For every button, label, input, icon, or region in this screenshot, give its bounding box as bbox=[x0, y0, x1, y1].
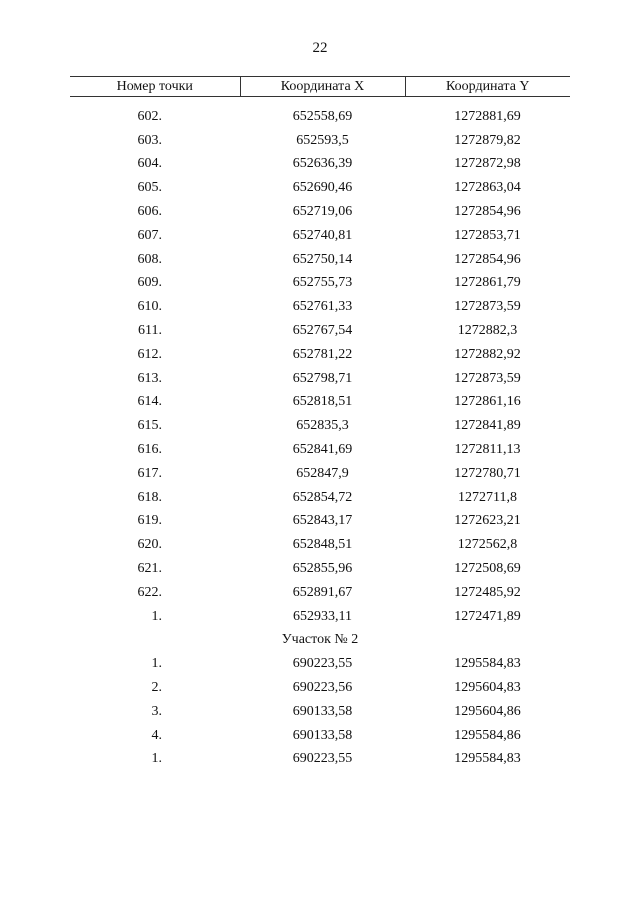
point-number-cell: 2. bbox=[151, 680, 162, 696]
coordinate-y-cell: 1272853,71 bbox=[454, 227, 521, 243]
coordinate-x-cell: 652855,96 bbox=[292, 561, 353, 577]
coordinate-y-cell: 1272882,92 bbox=[454, 346, 521, 362]
point-number-cell: 614. bbox=[137, 394, 162, 410]
coordinate-x-cell: 652636,39 bbox=[292, 156, 353, 172]
point-number-cell: 1. bbox=[151, 751, 162, 767]
coordinate-x-cell: 652841,69 bbox=[292, 442, 353, 458]
coordinate-x-cell: 652767,54 bbox=[292, 323, 353, 339]
point-number-cell: 1. bbox=[151, 608, 162, 624]
coordinate-y-cell: 1272485,92 bbox=[454, 584, 521, 600]
point-number-cell: 607. bbox=[137, 227, 162, 243]
coordinate-x-cell: 652848,51 bbox=[292, 537, 353, 553]
coordinate-y-cell: 1272882,3 bbox=[457, 323, 518, 339]
point-number-cell: 613. bbox=[137, 370, 162, 386]
coordinate-x-cell: 690133,58 bbox=[292, 727, 353, 743]
coordinate-y-cell: 1272873,59 bbox=[454, 370, 521, 386]
coordinate-x-cell: 652781,22 bbox=[292, 346, 353, 362]
coordinate-y-cell: 1272879,82 bbox=[454, 132, 521, 148]
coordinate-y-cell: 1272861,79 bbox=[454, 275, 521, 291]
point-number-cell: 602. bbox=[137, 108, 162, 124]
table-row bbox=[70, 129, 570, 153]
point-number-cell: 619. bbox=[137, 513, 162, 529]
table-row bbox=[70, 462, 570, 486]
table-row bbox=[70, 224, 570, 248]
coordinate-y-cell: 1295584,83 bbox=[454, 656, 521, 672]
table-row bbox=[70, 724, 570, 748]
table-row bbox=[70, 748, 570, 772]
table-row bbox=[70, 605, 570, 629]
table-row bbox=[70, 153, 570, 177]
table-row bbox=[70, 248, 570, 272]
point-number-cell: 615. bbox=[137, 418, 162, 434]
coordinate-y-cell: 1272811,13 bbox=[454, 442, 521, 458]
table-row bbox=[70, 486, 570, 510]
coordinate-x-cell: 652761,33 bbox=[292, 299, 353, 315]
point-number-cell: 609. bbox=[137, 275, 162, 291]
table-row bbox=[70, 700, 570, 724]
coordinate-x-cell: 690133,58 bbox=[292, 703, 353, 719]
coordinate-x-cell: 652835,3 bbox=[296, 418, 349, 434]
coordinate-y-cell: 1295584,86 bbox=[454, 727, 521, 743]
coordinate-x-cell: 652891,67 bbox=[292, 584, 353, 600]
point-number-cell: 608. bbox=[137, 251, 162, 267]
header-coordinate-y: Координата Y bbox=[405, 77, 570, 97]
coordinate-x-cell: 652719,06 bbox=[292, 204, 353, 220]
coordinate-y-cell: 1272623,21 bbox=[454, 513, 521, 529]
coordinate-y-cell: 1272863,04 bbox=[454, 180, 521, 196]
table-body bbox=[70, 97, 570, 772]
table-row bbox=[70, 676, 570, 700]
coordinate-x-cell: 652740,81 bbox=[292, 227, 353, 243]
table-row bbox=[70, 391, 570, 415]
coordinate-x-cell: 652843,17 bbox=[292, 513, 353, 529]
coordinate-y-cell: 1272861,16 bbox=[454, 394, 521, 410]
section-label: Участок № 2 bbox=[281, 632, 359, 648]
coordinate-y-cell: 1272881,69 bbox=[454, 108, 521, 124]
coordinate-y-cell: 1272841,89 bbox=[454, 418, 521, 434]
point-number-cell: 606. bbox=[137, 204, 162, 220]
coordinate-x-cell: 652690,46 bbox=[292, 180, 353, 196]
table-row bbox=[70, 176, 570, 200]
coordinates-table bbox=[70, 76, 570, 771]
point-number-cell: 610. bbox=[137, 299, 162, 315]
header-point-number: Номер точки bbox=[70, 77, 240, 97]
coordinate-y-cell: 1295584,83 bbox=[454, 751, 521, 767]
coordinate-x-cell: 690223,55 bbox=[292, 656, 353, 672]
table-row bbox=[70, 581, 570, 605]
coordinate-y-cell: 1272471,89 bbox=[454, 608, 521, 624]
coordinate-y-cell: 1272562,8 bbox=[457, 537, 518, 553]
table-row bbox=[70, 652, 570, 676]
table-row bbox=[70, 438, 570, 462]
coordinate-x-cell: 652818,51 bbox=[292, 394, 353, 410]
coordinate-x-cell: 690223,56 bbox=[292, 680, 353, 696]
point-number-cell: 3. bbox=[151, 703, 162, 719]
coordinate-y-cell: 1272711,8 bbox=[458, 489, 517, 505]
coordinate-y-cell: 1295604,86 bbox=[454, 703, 521, 719]
section-row bbox=[70, 629, 570, 653]
table-row bbox=[70, 367, 570, 391]
coordinate-x-cell: 652854,72 bbox=[292, 489, 353, 505]
table-row bbox=[70, 343, 570, 367]
table-row bbox=[70, 295, 570, 319]
table-row bbox=[70, 533, 570, 557]
header-coordinate-x: Координата X bbox=[240, 77, 405, 97]
coordinate-x-cell: 652847,9 bbox=[296, 465, 349, 481]
table-row bbox=[70, 510, 570, 534]
point-number-cell: 617. bbox=[137, 465, 162, 481]
coordinate-x-cell: 652750,14 bbox=[292, 251, 353, 267]
coordinate-x-cell: 652558,69 bbox=[292, 108, 353, 124]
coordinate-x-cell: 652755,73 bbox=[292, 275, 353, 291]
table-row bbox=[70, 200, 570, 224]
point-number-cell: 1. bbox=[151, 656, 162, 672]
coordinate-y-cell: 1272854,96 bbox=[454, 251, 521, 267]
coordinate-y-cell: 1272780,71 bbox=[454, 465, 521, 481]
page-number: 22 bbox=[312, 40, 328, 56]
point-number-cell: 612. bbox=[137, 346, 162, 362]
table-header-row bbox=[70, 77, 570, 97]
coordinate-y-cell: 1272872,98 bbox=[454, 156, 521, 172]
coordinate-y-cell: 1295604,83 bbox=[454, 680, 521, 696]
point-number-cell: 611. bbox=[138, 323, 162, 339]
table-row bbox=[70, 414, 570, 438]
coordinate-x-cell: 652593,5 bbox=[296, 132, 349, 148]
table-row bbox=[70, 105, 570, 129]
coordinate-x-cell: 652798,71 bbox=[292, 370, 353, 386]
point-number-cell: 618. bbox=[137, 489, 162, 505]
point-number-cell: 4. bbox=[151, 727, 162, 743]
coordinate-y-cell: 1272873,59 bbox=[454, 299, 521, 315]
coordinate-x-cell: 652933,11 bbox=[293, 608, 352, 624]
point-number-cell: 621. bbox=[137, 561, 162, 577]
point-number-cell: 604. bbox=[137, 156, 162, 172]
point-number-cell: 620. bbox=[137, 537, 162, 553]
point-number-cell: 622. bbox=[137, 584, 162, 600]
table-row bbox=[70, 319, 570, 343]
coordinate-y-cell: 1272508,69 bbox=[454, 561, 521, 577]
point-number-cell: 616. bbox=[137, 442, 162, 458]
coordinate-y-cell: 1272854,96 bbox=[454, 204, 521, 220]
point-number-cell: 605. bbox=[137, 180, 162, 196]
table-row bbox=[70, 557, 570, 581]
point-number-cell: 603. bbox=[137, 132, 162, 148]
coordinate-x-cell: 690223,55 bbox=[292, 751, 353, 767]
table-row bbox=[70, 272, 570, 296]
